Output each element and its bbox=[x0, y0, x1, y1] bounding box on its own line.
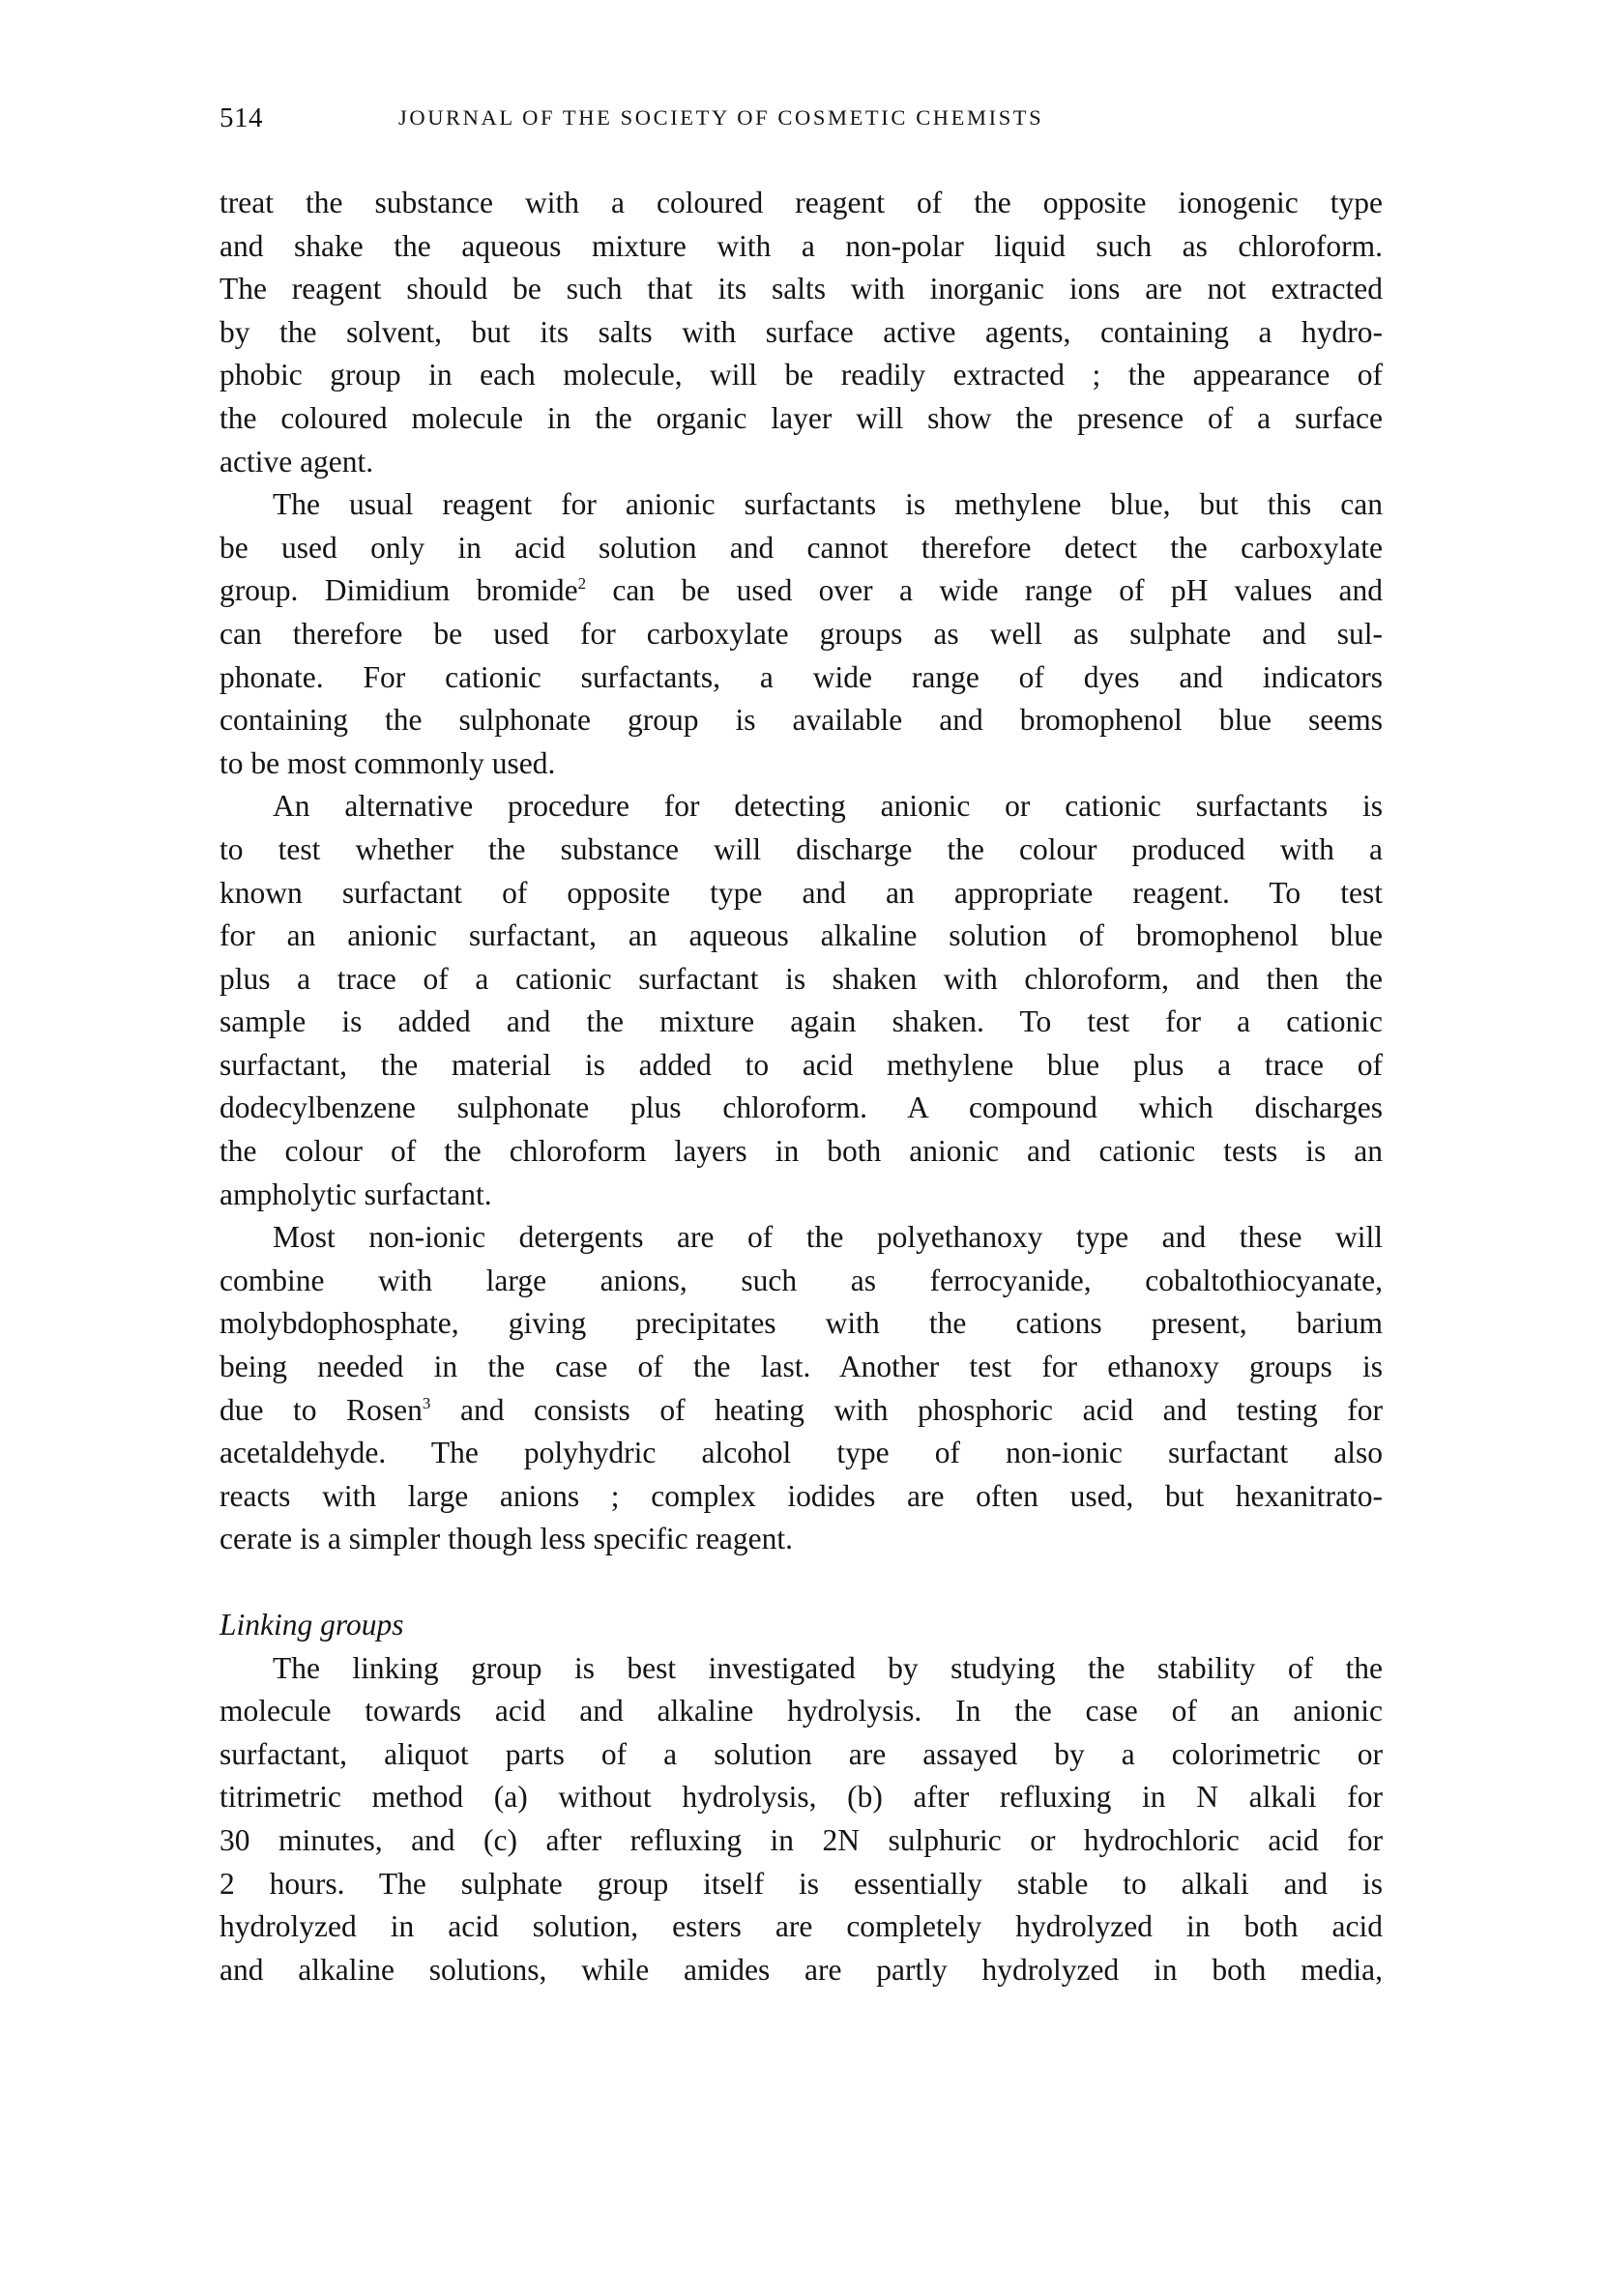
text-line: be used only in acid solution and cannot therefore detect the carboxylate bbox=[219, 530, 1383, 565]
text-line: sample is added and the mixture again shaken. To test for a cationic bbox=[219, 1004, 1383, 1039]
text-line-with-footnote bbox=[219, 1389, 1383, 1433]
text-line: phobic group in each molecule, will be readily extracted ; the appearance of bbox=[219, 358, 1383, 392]
footnote-ref-2: 2 bbox=[577, 574, 587, 594]
text-fragment: group. Dimidium bromide bbox=[219, 573, 578, 608]
paragraph-2 bbox=[219, 483, 1383, 785]
text-line: Most non-ionic detergents are of the polyethanoxy type and these will bbox=[273, 1220, 1383, 1255]
text-line: molecule towards acid and alkaline hydrolysis. In the case of an anionic bbox=[219, 1694, 1383, 1729]
text-line: cerate is a simpler though less specific reagent. bbox=[219, 1522, 794, 1556]
text-line: being needed in the case of the last. Another test for ethanoxy groups is bbox=[219, 1350, 1383, 1384]
text-line: and alkaline solutions, while amides are partly hydrolyzed in both media, bbox=[219, 1952, 1383, 1987]
text-line: dodecylbenzene sulphonate plus chloroform. A compound which discharges bbox=[219, 1090, 1383, 1125]
text-line: for an anionic surfactant, an aqueous alkaline solution of bromophenol blue bbox=[219, 918, 1383, 953]
text-line: the coloured molecule in the organic layer will show the presence of a surface bbox=[219, 400, 1383, 435]
text-line: acetaldehyde. The polyhydric alcohol type of non-ionic surfactant also bbox=[219, 1436, 1383, 1470]
text-line: the colour of the chloroform layers in both anionic and cationic tests is an bbox=[219, 1134, 1383, 1169]
text-line-with-footnote bbox=[219, 569, 1383, 613]
text-line: 2 hours. The sulphate group itself is essentially stable to alkali and is bbox=[219, 1866, 1383, 1901]
running-head bbox=[219, 102, 1383, 137]
text-line: phonate. For cationic surfactants, a wide range of dyes and indicators bbox=[219, 659, 1383, 694]
paragraph-linking-groups bbox=[219, 1647, 1383, 1992]
text-line: The linking group is best investigated by studying the stability of the bbox=[273, 1650, 1383, 1685]
text-line: by the solvent, but its salts with surface active agents, containing a hydro- bbox=[219, 314, 1383, 349]
text-line: known surfactant of opposite type and an appropriate reagent. To test bbox=[219, 875, 1383, 910]
text-line: hydrolyzed in acid solution, esters are completely hydrolyzed in both acid bbox=[219, 1909, 1383, 1944]
text-line: titrimetric method (a) without hydrolysis, (b) after refluxing in N alkali for bbox=[219, 1780, 1383, 1815]
paragraph-3 bbox=[219, 785, 1383, 1216]
page-number: 514 bbox=[219, 102, 263, 133]
paragraph-4 bbox=[219, 1216, 1383, 1561]
text-line: surfactant, aliquot parts of a solution are assayed by a colorimetric or bbox=[219, 1736, 1383, 1771]
text-line: and shake the aqueous mixture with a non-polar liquid such as chloroform. bbox=[219, 228, 1383, 263]
text-line: to be most commonly used. bbox=[219, 745, 556, 780]
text-line: surfactant, the material is added to acid methylene blue plus a trace of bbox=[219, 1047, 1383, 1082]
text-line: The reagent should be such that its salts with inorganic ions are not extracted bbox=[219, 272, 1383, 306]
text-line: molybdophosphate, giving precipitates with the cations present, barium bbox=[219, 1306, 1383, 1341]
text-fragment: can be used over a wide range of pH values and bbox=[586, 573, 1383, 608]
text-line: reacts with large anions ; complex iodides are often used, but hexanitrato- bbox=[219, 1478, 1383, 1513]
text-fragment: and consists of heating with phosphoric acid and testing for bbox=[430, 1392, 1383, 1427]
journal-title: JOURNAL OF THE SOCIETY OF COSMETIC CHEMISTS bbox=[398, 105, 1044, 130]
section-heading: Linking groups bbox=[219, 1608, 404, 1642]
text-line: An alternative procedure for detecting anionic or cationic surfactants is bbox=[273, 789, 1383, 824]
text-line: treat the substance with a coloured reagent of the opposite ionogenic type bbox=[219, 186, 1383, 219]
text-line: 30 minutes, and (c) after refluxing in 2N sulphuric or hydrochloric acid for bbox=[219, 1822, 1383, 1857]
text-line: ampholytic surfactant. bbox=[219, 1177, 492, 1211]
text-line: can therefore be used for carboxylate groups as well as sulphate and sul- bbox=[219, 616, 1383, 651]
text-fragment: due to Rosen bbox=[219, 1392, 423, 1427]
text-line: to test whether the substance will discharge the colour produced with a bbox=[219, 831, 1383, 866]
text-line: combine with large anions, such as ferrocyanide, cobaltothiocyanate, bbox=[219, 1263, 1383, 1297]
text-line: containing the sulphonate group is available and bromophenol blue seems bbox=[219, 703, 1383, 738]
paragraph-1 bbox=[219, 182, 1383, 483]
text-line: The usual reagent for anionic surfactants is methylene blue, but this can bbox=[273, 487, 1383, 522]
text-line: plus a trace of a cationic surfactant is shaken with chloroform, and then the bbox=[219, 961, 1383, 996]
text-line: active agent. bbox=[219, 444, 374, 479]
footnote-ref-3: 3 bbox=[422, 1393, 431, 1412]
body-text bbox=[219, 182, 1383, 1991]
